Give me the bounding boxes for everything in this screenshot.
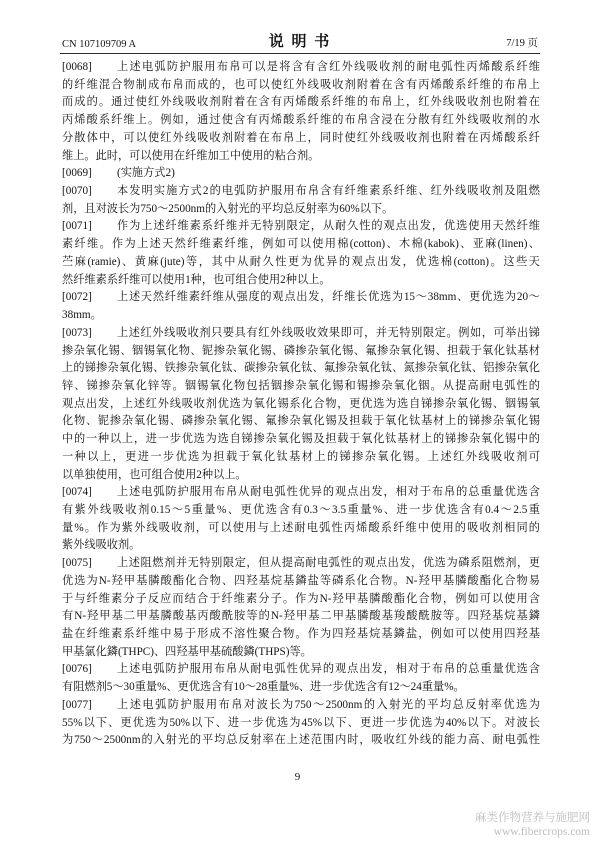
paragraph-0077 bbox=[62, 697, 540, 750]
paragraph-0070 bbox=[62, 183, 540, 218]
paragraph-line: 上述电弧防护服用布帛可以是将含有含红外线吸收剂的耐电弧性丙烯酸系纤维 bbox=[117, 61, 540, 73]
page-number: 9 bbox=[294, 771, 301, 783]
paragraph-0072 bbox=[62, 289, 540, 324]
paragraph-number: [0068] bbox=[62, 61, 92, 73]
paragraph-line: 为750～2500nm的入射光的平均总反射率在上述范围内时，吸收红外线的能力高、耐电弧性 bbox=[62, 734, 540, 747]
paragraph-number: [0071] bbox=[62, 220, 92, 233]
paragraph-0068 bbox=[62, 59, 540, 165]
paragraph-number: [0076] bbox=[62, 663, 92, 676]
paragraph-line: 优选为N-羟甲基膦酸酯化合物、四羟基烷基鏻盐等磷系化合物。N-羟甲基膦酸酯化合物易 bbox=[62, 574, 540, 587]
paragraph-line: 有紫外线吸收剂0.15～5重量%、更优选含有0.3～3.5重量%、进一步优选含有0.4～2.5重 bbox=[62, 503, 540, 516]
paragraph-line: 一种以上，更进一步优选为担载于氧化钛基材上的锑掺杂氧化锡。上述红外线吸收剂可 bbox=[62, 450, 540, 463]
paragraph-line: 化物、铌掺杂氧化锡、磷掺杂氧化锡、氟掺杂氧化锡及担载于氧化钛基材上的锑掺杂氧化锡 bbox=[62, 415, 540, 428]
paragraph-line: 量%。作为紫外线吸收剂，可以使用与上述耐电弧性丙烯酸系纤维中使用的吸收剂相同的 bbox=[62, 521, 540, 534]
page-header bbox=[60, 35, 540, 54]
paragraph-line: 作为上述纤维素系纤维并无特别限定，从耐久性的观点出发，优选使用天然纤维 bbox=[117, 220, 540, 233]
paragraph-number: [0073] bbox=[62, 326, 92, 339]
paragraph-number: [0074] bbox=[62, 486, 92, 499]
paragraph-first-line bbox=[62, 484, 540, 502]
paragraph-first-line bbox=[62, 661, 540, 679]
paragraph-line: 于与纤维素分子反应而结合于纤维素分子。作为N-羟甲基膦酸酯化合物，例如可以使用含 bbox=[62, 592, 540, 605]
page-counter: 7/19 页 bbox=[506, 38, 538, 49]
paragraph-line: 38mm。 bbox=[62, 309, 102, 322]
paragraph-number: [0075] bbox=[62, 557, 92, 570]
paragraph-line: 锌、锑掺杂氧化锌等。铟锡氧化物包括铟掺杂氧化锡和锡掺杂氧化铟。从提高耐电弧性的 bbox=[62, 379, 540, 392]
paragraph-line: 本发明实施方式2的电弧防护服用布帛含有纤维素系纤维、红外线吸收剂及阻燃 bbox=[117, 185, 540, 198]
paragraph-first-line bbox=[62, 325, 540, 343]
paragraph-line: 素纤维。作为上述天然纤维素纤维，例如可以使用棉(cotton)、木棉(kabok)、亚麻(linen)、 bbox=[62, 238, 540, 251]
paragraph-number: [0077] bbox=[62, 698, 92, 711]
paragraph-line: 掺杂氧化锡、铟锡氧化物、铌掺杂氧化锡、磷掺杂氧化锡、氟掺杂氧化锡、担载于氧化钛基材 bbox=[62, 344, 540, 357]
paragraph-line: 上的锑掺杂氧化锡、铁掺杂氧化钛、碳掺杂氧化钛、氟掺杂氧化钛、氮掺杂氧化钛、铝掺杂氧化 bbox=[62, 362, 540, 375]
paragraph-line: 剂，且对波长为750～2500nm的入射光的平均总反射率为60%以下。 bbox=[62, 202, 394, 215]
paragraph-line: 55%以下、更优选为50%以下、进一步优选为45%以下、更进一步优选为40%以下。对波长 bbox=[62, 716, 540, 729]
paragraph-line: 有N-羟甲基二甲基膦酸基丙酸酰胺等的N-羟甲基二甲基膦酸基羧酸酰胺等。四羟基烷基鏻 bbox=[62, 610, 540, 623]
paragraph-line: 分散体中，可以使红外线吸收剂附着在布帛上，同时使红外线吸收剂也附着在丙烯酸系纤 bbox=[62, 131, 540, 144]
watermark-url: www.fibercrops.com bbox=[493, 826, 590, 838]
paragraph-line: 有阻燃剂5～30重量%、更优选含有10～28重量%、进一步优选含有12～24重量%。 bbox=[62, 681, 465, 694]
paragraph-first-line bbox=[62, 555, 540, 573]
paragraph-0076 bbox=[62, 661, 540, 696]
paragraph-line: 维上。此时，可以使用在纤维加工中使用的粘合剂。 bbox=[62, 149, 320, 162]
paragraph-line: 上述电弧防护服用布帛从耐电弧性优异的观点出发，相对于布帛的总重量优选含 bbox=[117, 663, 540, 676]
paragraph-first-line bbox=[62, 183, 540, 201]
paragraph-0071 bbox=[62, 218, 540, 289]
paragraph-0075 bbox=[62, 555, 540, 661]
paragraph-0073 bbox=[62, 325, 540, 484]
paragraph-line: 苎麻(ramie)、黄麻(jute)等，其中从耐久性更为优异的观点出发，优选棉(cotton)。这些天 bbox=[62, 255, 540, 268]
paragraph-line: 甲基氯化鏻(THPC)、四羟基甲基硫酸鏻(THPS)等。 bbox=[62, 645, 312, 658]
paragraph-line: 观点出发，上述红外线吸收剂优选为氧化锡系化合物，更优选为选自锑掺杂氧化锡、铟锡氧 bbox=[62, 397, 540, 410]
paragraph-line: 上述阻燃剂并无特别限定，但从提高耐电弧性的观点出发，优选为磷系阻燃剂，更 bbox=[117, 557, 540, 570]
paragraph-line: 上述红外线吸收剂只要具有红外线吸收效果即可，并无特别限定。例如，可举出锑 bbox=[117, 326, 540, 339]
document-title: 说 明 书 bbox=[268, 34, 332, 50]
paragraph-line: 上述电弧防护服用布帛从耐电弧性优异的观点出发，相对于布帛的总重量优选含 bbox=[117, 486, 540, 499]
paragraph-line: 上述电弧防护服用布帛对波长为750～2500nm的入射光的平均总反射率优选为 bbox=[117, 698, 540, 711]
paragraph-line: 上述天然纤维素纤维从强度的观点出发，纤维长优选为15～38mm、更优选为20～ bbox=[117, 291, 540, 304]
paragraph-0069 bbox=[62, 165, 540, 183]
paragraph-first-line bbox=[62, 289, 540, 307]
paragraph-first-line bbox=[62, 165, 540, 183]
paragraph-line: 丙烯酸系纤维上。例如，通过使含有丙烯酸系纤维的布帛含浸在分散有红外线吸收剂的水 bbox=[62, 114, 540, 127]
paragraph-line: 以单独使用，也可组合使用2种以上。 bbox=[62, 468, 247, 481]
paragraph-number: [0069] bbox=[62, 167, 92, 180]
paragraph-number: [0072] bbox=[62, 291, 92, 304]
paragraph-line: 然纤维素系纤维可以使用1种，也可组合使用2种以上。 bbox=[62, 273, 331, 286]
specification-body bbox=[62, 59, 540, 750]
paragraph-first-line bbox=[62, 59, 540, 77]
paragraph-first-line bbox=[62, 218, 540, 236]
site-watermark bbox=[460, 811, 590, 839]
paragraph-line: 盐在纤维素系纤维中易于形成不溶性聚合物。作为四羟基烷基鏻盐，例如可以使用四羟基 bbox=[62, 628, 540, 640]
paragraph-first-line bbox=[62, 697, 540, 715]
paragraph-0074 bbox=[62, 484, 540, 555]
patent-number: CN 107109709 A bbox=[62, 39, 137, 50]
paragraph-line: 中的一种以上，进一步优选为选自锑掺杂氧化锡及担载于氧化钛基材上的锑掺杂氧化锡中的 bbox=[62, 433, 540, 446]
paragraph-line: 的纤维混合物制成布帛而成的，也可以使红外线吸收剂附着在含有丙烯酸系纤维的布帛上 bbox=[62, 78, 540, 91]
section-heading: (实施方式2) bbox=[117, 167, 175, 180]
paragraph-number: [0070] bbox=[62, 185, 92, 198]
paragraph-line: 而成的。通过使红外线吸收剂附着在含有丙烯酸系纤维的布帛上，红外线吸收剂也附着在 bbox=[62, 96, 540, 109]
watermark-site-name: 麻类作物营养与施肥网 bbox=[475, 812, 590, 824]
paragraph-line: 紫外线吸收剂。 bbox=[62, 539, 141, 552]
